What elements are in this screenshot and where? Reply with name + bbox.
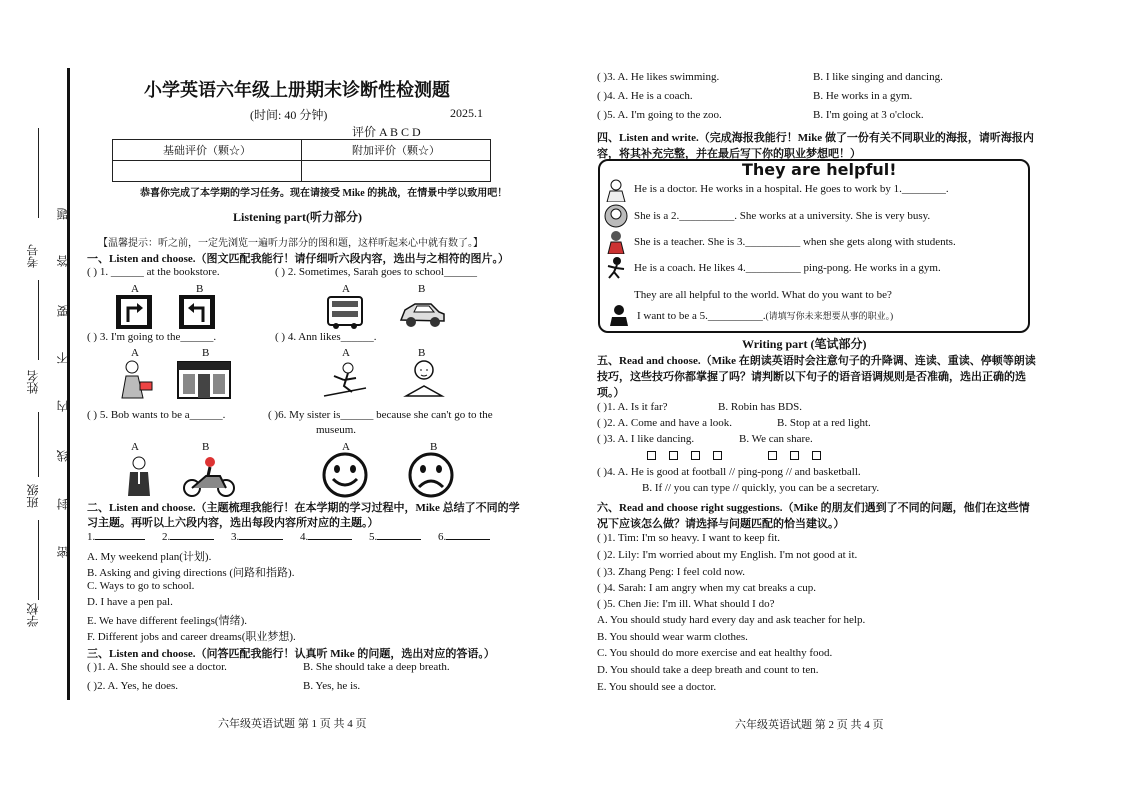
seal-char: 要 <box>56 305 70 317</box>
poster-line-2: She is a 2.__________. She works at a university. She is very busy. <box>634 210 931 222</box>
s5-question-3-a: ( )3. A. I like dancing. <box>597 433 695 445</box>
seal-char: 不 <box>56 352 70 364</box>
s3-question-3-b: B. I like singing and dancing. <box>813 71 943 83</box>
school-label: 学校 <box>26 603 40 627</box>
s6-question: ( )4. Sarah: I am angry when my cat breaks a cup. <box>597 582 817 594</box>
turn-right-sign-icon <box>115 294 153 330</box>
extra-rating-header: 附加评价（颗☆） <box>302 140 491 161</box>
section5-heading-cont: 技巧，这些技巧你都掌握了吗？请判断以下句子的语音语调规则是否准确，选出正确的选 <box>597 371 1026 383</box>
s2-blank-6: 6. <box>438 531 447 543</box>
page1-footer: 六年级英语试题 第 1 页 共 4 页 <box>218 718 367 730</box>
poster-line-1: He is a doctor. He works in a hospital. He goes to work by 1.________. <box>634 183 949 195</box>
s2-option: A. My weekend plan(计划). <box>87 551 212 563</box>
seal-char: 线 <box>56 450 70 462</box>
turn-left-sign-icon <box>178 294 216 330</box>
s3-question-1-b: B. She should take a deep breath. <box>303 661 450 673</box>
s5-question-4-a: ( )4. A. He is good at football // ping-pong // and basketball. <box>597 466 861 478</box>
poster-last-line: I want to be a 5.__________. <box>637 310 766 322</box>
skiing-person-icon <box>320 358 370 400</box>
s6-question: ( )1. Tim: I'm so heavy. I want to keep fit. <box>597 532 781 544</box>
poster-line-5: They are all helpful to the world. What do you want to be? <box>634 289 892 301</box>
car-icon <box>397 294 447 330</box>
seat-number-label: 考号 <box>26 244 40 268</box>
smiley-face-icon <box>318 451 372 499</box>
s5-question-2-b: B. Stop at a red light. <box>777 417 871 429</box>
seat-number-line <box>38 128 39 218</box>
stress-marks-b <box>768 447 834 465</box>
s6-option: B. You should wear warm clothes. <box>597 631 748 643</box>
option-label: A <box>131 347 139 359</box>
businessman-icon <box>118 454 160 498</box>
s5-question-2-a: ( )2. A. Come and have a look. <box>597 417 733 429</box>
s1-question-4: ( ) 4. Ann likes______. <box>275 331 377 343</box>
extra-rating-cell[interactable] <box>302 161 491 182</box>
rating: 评价 A B C D <box>352 125 421 139</box>
option-label: B <box>430 441 438 453</box>
s1-question-3: ( ) 3. I'm going to the______. <box>87 331 217 343</box>
section2-heading-cont: 习主题。再听以上六段内容，选出每段内容所对应的主题。） <box>87 517 379 529</box>
cooking-woman-icon <box>110 358 156 400</box>
s2-blank-5: 5. <box>369 531 378 543</box>
s2-option: F. Different jobs and career dreams(职业梦想). <box>87 631 296 643</box>
s1-question-2: ( ) 2. Sometimes, Sarah goes to school______ <box>275 266 477 278</box>
s3-question-4-a: ( )4. A. He is a coach. <box>597 90 693 102</box>
s1-question-6: ( )6. My sister is______ because she can't go to the <box>268 409 493 421</box>
s1-question-5: ( ) 5. Bob wants to be a______. <box>87 409 226 421</box>
sad-face-icon <box>404 451 458 499</box>
section2-heading: 二、Listen and choose.（主题梳理我能行！在本学期的学习过程中，Mike 总结了不同的学 <box>87 502 520 514</box>
section1-heading: 一、Listen and choose.（图文匹配我能行！请仔细听六段内容，选出与之相符的图片。） <box>87 253 509 265</box>
option-label: A <box>131 283 139 295</box>
s3-question-1-a: ( )1. A. She should see a doctor. <box>87 661 227 673</box>
s2-option: E. We have different feelings(情绪). <box>87 615 247 627</box>
person-silhouette-icon <box>608 304 630 326</box>
answer-blank[interactable] <box>95 539 145 540</box>
exam-time: (时间: 40 分钟) <box>250 108 328 122</box>
s2-blank-1: 1. <box>87 531 96 543</box>
s6-option: E. You should see a doctor. <box>597 681 717 693</box>
name-label: 姓名 <box>26 370 40 394</box>
s3-question-2-a: ( )2. A. Yes, he does. <box>87 680 179 692</box>
binding-line <box>67 68 70 700</box>
s6-option: D. You should take a deep breath and count to ten. <box>597 664 819 676</box>
poster-line-3: She is a teacher. She is 3.__________ when she gets along with students. <box>634 236 956 248</box>
s6-question: ( )3. Zhang Peng: I feel cold now. <box>597 566 746 578</box>
seal-char: 内 <box>56 400 70 412</box>
section5-heading: 五、Read and choose.（Mike 在朗读英语时会注意句子的升降调、连读、重读、停顿等朗读 <box>597 355 1036 367</box>
grade-table <box>112 139 491 182</box>
s6-question: ( )5. Chen Jie: I'm ill. What should I do? <box>597 598 775 610</box>
option-label: B <box>202 347 210 359</box>
s2-option: B. Asking and giving directions (问路和指路). <box>87 567 295 579</box>
seal-char: 答 <box>56 255 70 267</box>
s2-blank-4: 4. <box>300 531 309 543</box>
reading-girl-icon <box>398 358 450 400</box>
class-line <box>38 412 39 477</box>
option-label: B <box>418 283 426 295</box>
section4-heading: 四、Listen and write.（完成海报我能行！Mike 做了一份有关不同职业的海报，请听海报内 <box>597 132 1034 144</box>
writing-heading: Writing part (笔试部分) <box>742 337 867 351</box>
congrats-note: 恭喜你完成了本学期的学习任务。现在请接受 Mike 的挑战，在情景中学以致用吧！ <box>140 188 508 199</box>
motorcycle-rider-icon <box>180 454 238 498</box>
s1-question-1: ( ) 1. ______ at the bookstore. <box>87 266 220 278</box>
name-line <box>38 280 39 360</box>
s1-question-6-cont: museum. <box>316 424 357 436</box>
poster-title: They are helpful! <box>742 160 897 179</box>
exam-title: 小学英语六年级上册期末诊断性检测题 <box>144 80 450 101</box>
option-label: B <box>202 441 210 453</box>
s2-blank-3: 3. <box>231 531 240 543</box>
section6-heading: 六、Read and choose right suggestions.（Mike 的朋友们遇到了不同的问题，他们在这些情 <box>597 502 1030 514</box>
s5-question-1-a: ( )1. A. Is it far? <box>597 401 668 413</box>
seal-char: 封 <box>56 498 70 510</box>
s6-option: A. You should study hard every day and ask teacher for help. <box>597 614 866 626</box>
bookstore-building-icon <box>176 358 232 400</box>
s6-question: ( )2. Lily: I'm worried about my English. I'm not good at it. <box>597 549 858 561</box>
section6-heading-cont: 况下应该怎么做？请选择与问题匹配的恰当建议。） <box>597 518 845 530</box>
option-label: B <box>196 283 204 295</box>
basic-rating-header: 基础评价（颗☆） <box>113 140 302 161</box>
coach-running-icon <box>604 256 628 280</box>
listening-tip: 【温馨提示：听之前，一定先浏览一遍听力部分的图和题，这样听起来心中就有数了。】 <box>98 238 483 249</box>
option-label: A <box>342 347 350 359</box>
s3-question-4-b: B. He works in a gym. <box>813 90 913 102</box>
answer-blank[interactable] <box>170 539 214 540</box>
s3-question-3-a: ( )3. A. He likes swimming. <box>597 71 720 83</box>
s2-blank-2: 2. <box>162 531 171 543</box>
listening-heading: Listening part(听力部分) <box>233 210 363 224</box>
s2-option: C. Ways to go to school. <box>87 580 195 592</box>
s5-question-4-b: B. If // you can type // quickly, you can be a secretary. <box>642 482 880 494</box>
s5-question-3-b: B. We can share. <box>739 433 813 445</box>
exam-date: 2025.1 <box>450 106 483 120</box>
answer-blank[interactable] <box>308 539 352 540</box>
option-label: A <box>342 283 350 295</box>
stress-marks-a <box>647 447 735 465</box>
answer-blank[interactable] <box>446 539 490 540</box>
s3-question-2-b: B. Yes, he is. <box>303 680 361 692</box>
section3-heading: 三、Listen and choose.（问答匹配我能行！认真听 Mike 的问题，选出对应的答语。） <box>87 648 495 660</box>
option-label: A <box>131 441 139 453</box>
option-label: B <box>418 347 426 359</box>
class-label: 班级 <box>26 484 40 508</box>
s5-question-1-b: B. Robin has BDS. <box>718 401 803 413</box>
answer-blank[interactable] <box>239 539 283 540</box>
answer-blank[interactable] <box>377 539 421 540</box>
seal-char: 密 <box>56 546 70 558</box>
basic-rating-cell[interactable] <box>113 161 302 182</box>
teacher-icon <box>604 230 628 254</box>
poster-note: (请填写你未来想要从事的职业。) <box>765 311 894 321</box>
s3-question-5-a: ( )5. A. I'm going to the zoo. <box>597 109 722 121</box>
s2-option: D. I have a pen pal. <box>87 596 173 608</box>
section5-heading-cont2: 项。） <box>597 387 625 399</box>
option-label: A <box>342 441 350 453</box>
page2-footer: 六年级英语试题 第 2 页 共 4 页 <box>735 719 884 731</box>
poster-line-4: He is a coach. He likes 4.__________ ping-pong. He works in a gym. <box>634 262 941 274</box>
s3-question-5-b: B. I'm going at 3 o'clock. <box>813 109 924 121</box>
school-line <box>38 520 39 600</box>
double-decker-bus-icon <box>325 294 365 330</box>
s6-option: C. You should do more exercise and eat healthy food. <box>597 647 833 659</box>
seal-char: 题 <box>56 208 70 220</box>
section4-heading-cont: 容，将其补充完整，并在最后写下你的职业梦想吧！） <box>597 148 861 160</box>
woman-portrait-icon <box>604 204 628 228</box>
doctor-icon <box>604 178 628 202</box>
